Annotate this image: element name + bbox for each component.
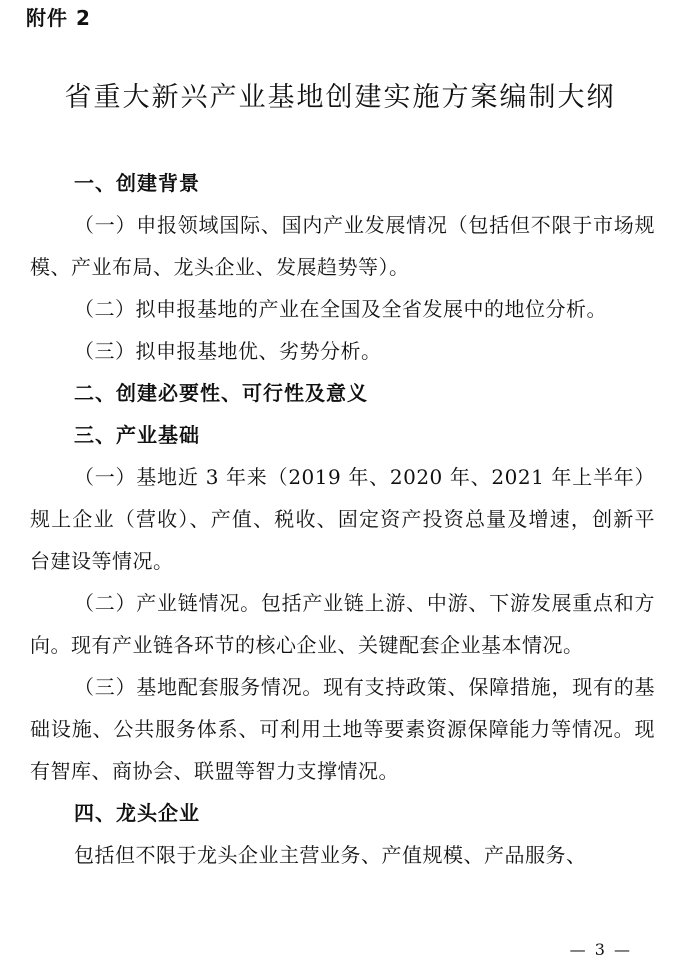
- attachment-label: 附件 2: [26, 6, 91, 30]
- paragraph: （一）基地近 3 年来（2019 年、2020 年、2021 年上半年）规上企业（营收）、产值、税收、固定资产投资总量及增速，创新平台建设等情况。: [30, 465, 655, 573]
- section-heading: 四、龙头企业: [74, 801, 200, 825]
- section-heading: 三、产业基础: [74, 423, 200, 447]
- paragraph: （三）拟申报基地优、劣势分析。: [74, 339, 382, 363]
- paragraph: 包括但不限于龙头企业主营业务、产值规模、产品服务、: [74, 843, 587, 867]
- page-number: — 3 —: [569, 940, 632, 959]
- paragraph: （二）产业链情况。包括产业链上游、中游、下游发展重点和方向。现有产业链各环节的核心企业、关键配套企业基本情况。: [30, 591, 655, 657]
- section-heading: 一、创建背景: [74, 171, 200, 195]
- paragraph: （一）申报领域国际、国内产业发展情况（包括但不限于市场规模、产业布局、龙头企业、发展趋势等）。: [30, 213, 655, 279]
- paragraph: （二）拟申报基地的产业在全国及全省发展中的地位分析。: [74, 297, 607, 321]
- section-heading: 二、创建必要性、可行性及意义: [74, 381, 368, 405]
- document-body: [30, 162, 655, 876]
- document-title: 省重大新兴产业基地创建实施方案编制大纲: [64, 82, 616, 113]
- paragraph: （三）基地配套服务情况。现有支持政策、保障措施，现有的基础设施、公共服务体系、可利用土地等要素资源保障能力等情况。现有智库、商协会、联盟等智力支撑情况。: [30, 675, 655, 783]
